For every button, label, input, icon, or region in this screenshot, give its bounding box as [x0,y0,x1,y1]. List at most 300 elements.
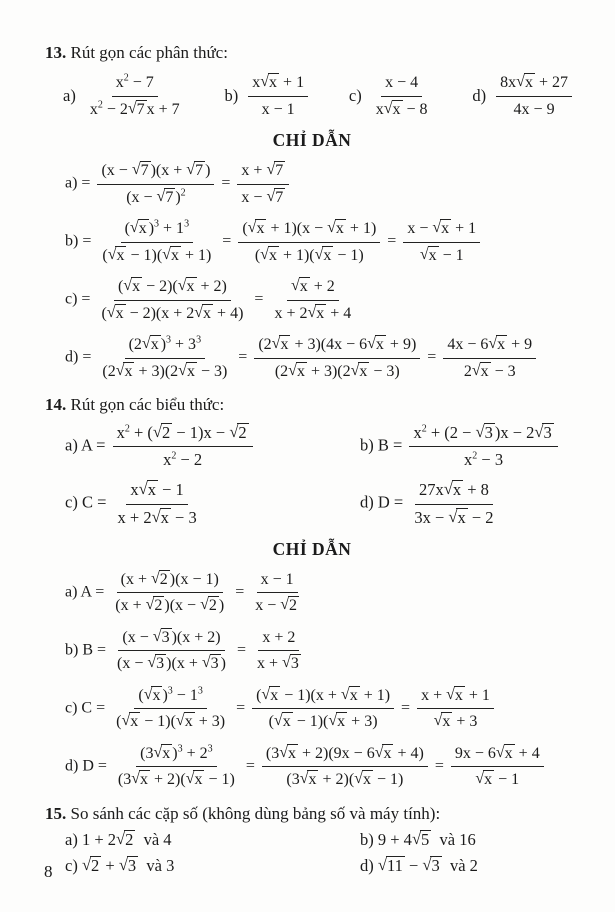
sqrt [142,336,161,353]
sqrt [384,101,403,118]
math-text: = [217,174,235,192]
fraction [111,570,228,616]
denominator: 4x − 9 [513,100,555,118]
superscript: 3 [197,685,203,697]
numerator: 4x − 6√x + 9 [443,335,536,359]
radical-sign: √ [288,361,297,379]
sqrt [307,305,326,322]
radicand: x [428,246,437,264]
sqrt [378,856,405,875]
sqrt [444,480,463,499]
sqrt [432,220,451,237]
radical-sign: √ [131,770,141,788]
radicand: x [184,713,193,731]
fraction [248,73,308,119]
problem-item [63,71,187,121]
sqrt [280,597,299,614]
radical-sign: √ [340,685,350,703]
fraction [254,335,420,381]
numerator: (√x + 1)(x − √x + 1) [238,219,380,243]
radical-sign: √ [175,712,185,730]
sqrt [139,480,158,499]
denominator: √x − 1 [475,770,520,789]
radical-sign: √ [314,245,324,263]
radical-sign: √ [118,854,128,874]
sqrt [178,278,197,295]
radical-sign: √ [327,219,336,237]
radical-sign: √ [156,187,166,205]
sqrt [116,830,135,849]
radical-sign: √ [374,743,384,761]
denominator: $x^2 - 2√7$ x + 7 [89,99,180,118]
numerator: (x − √7 )(x + √7 ) [97,161,214,185]
fraction [112,686,229,732]
numerator: 9x − 6√x + 4 [451,744,544,768]
radicand: 3 [543,423,552,443]
radical-sign: √ [290,277,300,295]
radicand: x [296,362,305,380]
sqrt [131,771,150,788]
radicand: 2 [238,423,247,443]
denominator: x + √3 [257,654,299,673]
radicand: x [140,771,149,789]
radicand: x [441,220,450,238]
denominator: (√x − 1)(√x + 1) [102,245,212,264]
two-column-row [65,830,579,850]
radicand: 2 [161,423,171,443]
superscript: 3 [167,685,173,697]
radical-sign: √ [383,99,393,117]
problem-item [225,71,312,121]
fraction [86,73,184,119]
fraction [262,744,428,790]
sqrt [354,771,373,788]
radical-sign: √ [260,245,269,263]
sqrt [121,713,140,730]
radicand: x [115,304,124,322]
radicand: 7 [136,100,145,118]
sqrt [300,771,319,788]
problem-heading [45,43,579,63]
radical-sign: √ [123,277,133,295]
denominator: (x − √3 )(x + √3 ) [117,654,226,673]
radical-sign: √ [186,161,196,179]
superscript: 3 [166,334,172,346]
fraction [238,219,380,265]
superscript: 2 [171,450,177,462]
radicand: x [299,278,308,296]
numerator: (√x )$^3 + 1^3$ [121,219,193,243]
sqrt [434,713,453,730]
sqrt [162,247,181,264]
math-text: = [232,699,250,717]
radicand: x [130,713,139,731]
radicand: 7 [195,162,204,180]
superscript: 3 [184,218,190,230]
radicand: x [124,362,133,380]
problem-number: 13. [45,43,67,62]
denominator: x + 2√x + 4 [274,303,352,322]
radicand: 2 [159,570,168,588]
two-column-row [65,856,579,876]
radicand: 2 [208,597,217,615]
superscript: 3 [177,743,183,755]
radicand: x [186,278,195,296]
sqrt [200,597,219,614]
superscript: 2 [97,99,103,111]
sqrt [202,655,221,672]
radicand: x [484,771,493,789]
radical-sign: √ [443,479,453,499]
radical-sign: √ [131,161,141,179]
math-text: = [383,232,401,250]
solution-line [65,159,579,209]
sqrt [288,363,307,380]
sqrt [534,423,553,442]
solution-line [65,626,579,676]
math-text: c) C = [65,492,111,512]
radicand: x [392,100,401,118]
radicand: x [186,362,195,380]
radicand: x [282,713,291,731]
problem-heading [45,804,579,824]
radicand: x [268,246,277,264]
sqrt [476,423,495,442]
denominator: $x^2 - 2$ [163,450,203,470]
sqrt [496,745,515,762]
sqrt [266,189,285,206]
radical-sign: √ [367,335,376,353]
math-text: = [423,348,441,366]
radical-sign: √ [115,361,125,379]
radical-sign: √ [516,73,525,90]
radicand: x [452,480,462,500]
denominator: 3x − √x − 2 [414,506,494,527]
radicand: x [442,713,451,731]
radical-sign: √ [145,596,155,614]
radicand: x [383,744,392,762]
radical-sign: √ [266,161,276,179]
radical-sign: √ [81,854,92,874]
numerator: (√x − 1)(x + √x + 1) [252,686,394,710]
radical-sign: √ [448,506,458,526]
column-item [65,478,360,529]
fraction [451,744,544,790]
denominator: x − 1 [261,100,295,118]
numerator: x + √x + 1 [417,686,494,710]
radical-sign: √ [495,743,505,761]
sqrt [367,336,386,353]
radicand: x [116,246,125,264]
denominator: (2√x + 3)(2√x − 3) [274,361,400,380]
numerator: (3√x + 2)(9x − 6√x + 4) [262,744,428,768]
sqrt [178,363,197,380]
column-item [65,830,360,850]
radical-sign: √ [200,596,209,614]
sqrt [229,423,248,442]
radicand: x [138,220,147,238]
radicand: x [147,480,156,500]
sqrt [151,571,170,588]
radicand: 2 [125,829,134,849]
superscript: 2 [180,187,186,199]
fraction [113,628,230,674]
radicand: 3 [161,628,170,646]
sqrt [472,363,491,380]
radical-sign: √ [151,569,160,587]
two-column-row [65,478,579,529]
numerator: x + √7 [237,161,289,185]
sqrt [291,278,310,295]
numerator: $x^2 + (2 - √3$ )x − 2√3 [409,423,557,447]
numerator: (√x )$^3 - 1^3$ [134,686,206,710]
radicand: 7 [140,162,149,180]
radicand: x [454,686,463,704]
fraction [97,277,247,323]
radicand: x [362,771,371,789]
radical-sign: √ [185,770,195,788]
denominator: x − √7 [241,187,284,206]
math-text: = [234,348,252,366]
sqrt [282,655,301,672]
numerator: (√x − 2)(√x + 2) [114,277,231,301]
numerator: x − √x + 1 [403,219,480,243]
numerator: x√x + 1 [248,73,308,97]
page-number: 8 [44,862,53,881]
denominator: $x^2 - 3$ [464,450,504,470]
radicand: x [256,220,265,238]
radical-sign: √ [152,422,162,442]
radicand: x [457,507,466,527]
radical-sign: √ [107,245,117,263]
radicand: 7 [275,188,284,206]
radicand: 7 [275,162,284,180]
column-item [360,856,579,876]
math-text: = [218,232,236,250]
numerator: (x − √3 )(x + 2) [118,628,224,652]
radical-sign: √ [488,335,498,353]
problem-number: 15. [45,803,67,823]
superscript: 2 [421,423,427,435]
denominator: (√x − 1)(√x + 3) [268,712,378,731]
radical-sign: √ [475,422,485,442]
radicand: 11 [386,855,403,875]
radical-sign: √ [143,685,153,703]
radicand: x [480,362,489,380]
denominator: (x − √7 )$^2$ [126,187,186,206]
radical-sign: √ [446,685,455,703]
radical-sign: √ [162,245,171,263]
radicand: x [203,304,212,322]
radical-sign: √ [475,770,485,788]
radicand: x [160,507,169,527]
radicand: x [132,278,141,296]
radicand: x [194,771,203,789]
numerator: (2√x + 3)(4x − 6√x + 9) [254,335,420,359]
math-text: = [250,290,268,308]
denominator: √x + 3 [433,712,478,731]
radical-sign: √ [350,361,360,379]
radical-sign: √ [266,187,276,205]
radical-sign: √ [138,479,148,499]
sqrt [488,336,507,353]
radical-sign: √ [261,685,271,703]
column-item [360,830,579,850]
problem-title: Rút gọn các phân thức: [66,43,228,62]
math-text: = [232,641,250,659]
radical-sign: √ [116,828,126,848]
radicand: 2 [289,597,298,615]
radical-sign: √ [422,854,432,874]
radical-sign: √ [194,303,204,321]
sqrt [279,745,298,762]
radicand: 3 [431,855,440,875]
radicand: x [337,713,346,731]
numerator: $x^2 - 7$ [112,73,158,97]
radicand: x [287,744,296,762]
radicand: x [375,336,384,354]
numerator: (3√x )$^3 + 2^3$ [136,744,216,768]
sqrt [116,363,135,380]
radical-sign: √ [328,712,338,730]
radicand: x [335,220,344,238]
denominator: (√x − 1)(√x + 3) [116,712,226,731]
numerator: x√x − 1 [126,480,187,504]
fraction [113,423,253,470]
math-text: d) D = [360,492,408,512]
fraction [496,73,572,119]
solution-line [65,742,579,792]
sqrt [260,74,279,91]
fraction [237,161,289,207]
column-item [65,421,360,472]
radical-sign: √ [432,219,442,237]
math-text: a) 1 + 2√2 và 4 [65,828,172,849]
radical-sign: √ [106,303,116,321]
sqrt [186,771,205,788]
radicand: 3 [156,655,165,673]
radical-sign: √ [271,335,281,353]
radical-sign: √ [153,743,163,761]
numerator: 27x√x + 8 [415,480,493,504]
fraction [372,73,432,119]
fraction [251,570,303,616]
sqrt [176,713,195,730]
radical-sign: √ [307,303,317,321]
sqrt [132,162,151,179]
denominator: x + 2√x − 3 [117,506,197,527]
numerator: (2√x )$^3 + 3^3$ [125,335,205,359]
radical-sign: √ [201,654,211,672]
radical-sign: √ [411,828,421,848]
superscript: 3 [196,334,202,346]
sqrt [260,247,279,264]
solution-line [65,275,579,325]
problem-heading [45,395,579,415]
denominator: (√x − 2)(x + 2√x + 4) [101,303,244,322]
fraction [253,628,305,674]
solution-line [65,568,579,618]
math-text: = [241,757,259,775]
math-text: b) B = [65,641,111,659]
sqrt [107,305,126,322]
fraction [409,423,557,470]
math-text: a) A = [65,435,110,455]
radicand: x [150,336,159,354]
numerator: (x + √2 )(x − 1) [117,570,223,594]
radicand: x [170,246,179,264]
radical-sign: √ [152,627,162,645]
radical-sign: √ [229,422,239,442]
sqrt [147,655,166,672]
numerator: $x^2 + (√2 - 1)x - √2$ [113,423,253,447]
sqrt [248,220,267,237]
radical-sign: √ [177,277,187,295]
section-heading: CHỈ DẪN [272,130,352,151]
radical-sign: √ [280,596,290,614]
problem-number: 14. [45,395,67,415]
superscript: 2 [123,72,129,84]
sqrt [153,745,172,762]
numerator: 8x√x + 27 [496,73,572,97]
sqrt [328,713,347,730]
sqrt [108,247,127,264]
fraction [114,480,201,527]
denominator: x − √2 [255,596,298,615]
numerator: x + 2 [258,628,299,652]
math-text: d) √11 − √3 và 2 [360,854,478,875]
sqrt [152,508,171,527]
math-text: = [430,757,448,775]
math-text: b) B = [360,435,407,455]
math-text: = [397,699,415,717]
sqrt [412,830,431,849]
radical-sign: √ [433,712,443,730]
fraction [417,686,494,732]
page-content [45,43,579,876]
fraction [98,219,215,265]
radicand: 3 [210,655,219,673]
radicand: 2 [91,855,100,875]
fraction [403,219,480,265]
sqrt [128,101,147,118]
sqrt [475,771,494,788]
denominator: 2√x − 3 [463,361,516,380]
radical-sign: √ [534,422,544,442]
sqrt [146,597,165,614]
sqrt [351,363,370,380]
sqrt [144,687,163,704]
denominator: x√x − 8 [375,99,428,118]
radical-sign: √ [279,743,288,761]
sqrt [123,278,142,295]
fraction [98,335,231,381]
sqrt [327,220,346,237]
item-label: a) [63,86,76,106]
math-text: d) D = [65,757,111,775]
math-text: b) 9 + 4√5 và 16 [360,828,476,849]
sqrt [130,220,149,237]
sqrt [266,162,285,179]
radicand: x [270,686,279,704]
column-item [360,478,579,529]
radicand: 5 [421,829,430,849]
problem-title: So sánh các cặp số (không dùng bảng số và máy tính): [66,803,441,823]
two-column-row [65,421,579,472]
sqrt [272,336,291,353]
radicand: x [316,304,325,322]
sqrt [186,162,205,179]
